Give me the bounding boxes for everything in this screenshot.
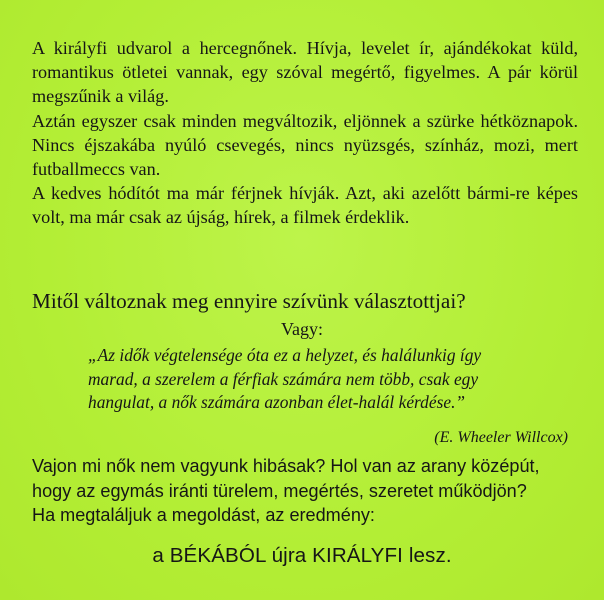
closing-line-3: Ha megtaláljuk a megoldást, az eredmény: — [32, 505, 375, 525]
intro-paragraph-2: Aztán egyszer csak minden megváltozik, eljönnek a szürke hétköznapok. Nincs éjszakába nyúló csevegés, nincs nyüzsgés, színház, mozi, mert futballmeccs van. — [32, 110, 578, 180]
closing-line-1: Vajon mi nők nem vagyunk hibásak? Hol van az arany középút, — [32, 456, 540, 476]
intro-paragraph-3: A kedves hódítót ma már férjnek hívják. Azt, aki azelőtt bármi-re képes volt, ma már csak az újság, hírek, a filmek érdeklik. — [32, 183, 578, 228]
quote-line-3: hangulat, a nők számára azonban élet-halál kérdése.” — [88, 392, 466, 412]
closing-line-2: hogy az egymás iránti türelem, megértés, szeretet működjön? — [32, 480, 527, 501]
closing-text — [32, 454, 592, 528]
quote-line-1: „Az idők végtelensége óta ez a helyzet, és halálunkig így — [88, 345, 482, 365]
quote-line-2: marad, a szerelem a férfiak számára nem több, csak egy — [88, 368, 479, 389]
vagy-label: Vagy: — [281, 319, 323, 339]
quote-block — [88, 344, 582, 415]
intro-paragraph-1: A királyfi udvarol a hercegnőnek. Hívja, levelet ír, ajándékokat küld, romantikus ötletei vannak, egy szóval megértő, figyelmes. A pár körül megszűnik a világ. — [32, 38, 578, 107]
intro-text — [32, 36, 578, 230]
question-heading: Mitől változnak meg ennyire szívünk választottjai? — [32, 289, 466, 313]
quote-attribution: (E. Wheeler Willcox) — [434, 429, 568, 446]
finale-line: a BÉKÁBÓL újra KIRÁLYFI lesz. — [152, 544, 452, 567]
